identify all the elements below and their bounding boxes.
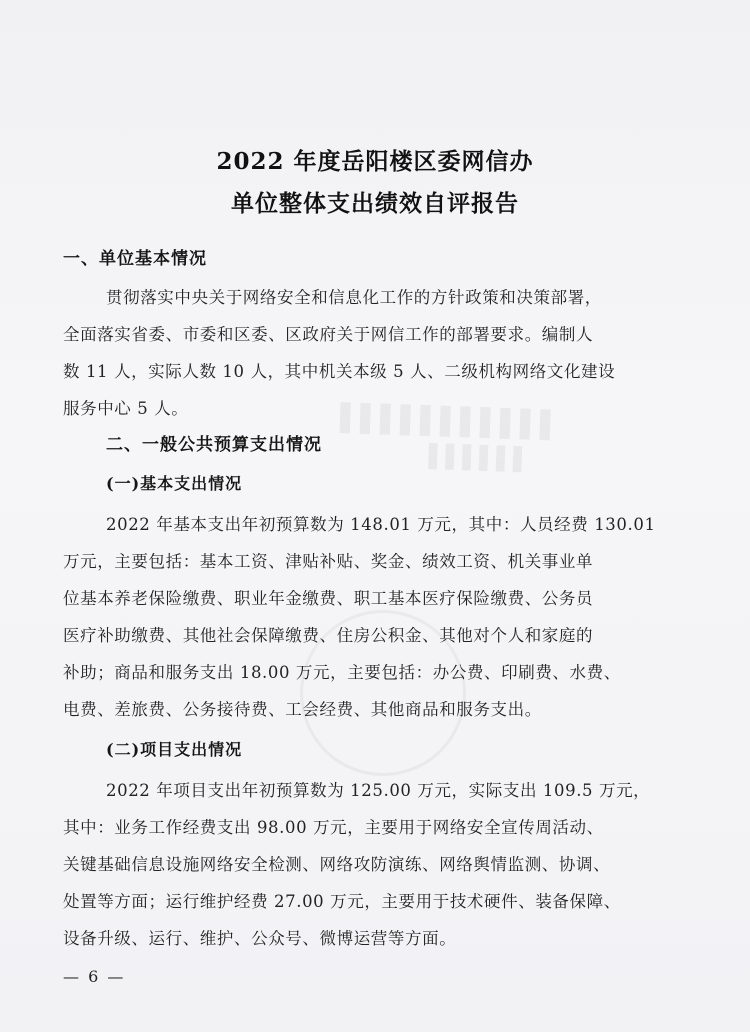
paragraph-line: 设备升级、运行、维护、公众号、微博运营等方面。 — [63, 929, 457, 948]
section-heading-public-budget: 二、一般公共预算支出情况 — [106, 435, 322, 455]
subsection-heading-project-expenditure: (二)项目支出情况 — [106, 740, 243, 759]
bleed-through-text: ▌▌▌▌▌▌▌▌▌▌▌ — [329, 403, 551, 441]
paragraph-line: 2022 年基本支出年初预算数为 148.01 万元，其中：人员经费 130.01 — [106, 515, 656, 534]
bleed-through-text: ▌▌▌▌▌▌ — [419, 443, 522, 473]
paragraph-line: 服务中心 5 人。 — [63, 399, 189, 418]
subsection-heading-basic-expenditure: (一)基本支出情况 — [106, 474, 243, 493]
paragraph-line: 万元，主要包括：基本工资、津贴补贴、奖金、绩效工资、机关事业单 — [63, 552, 594, 571]
paragraph-line: 医疗补助缴费、其他社会保障缴费、住房公积金、其他对个人和家庭的 — [63, 626, 594, 645]
paragraph-line: 处置等方面；运行维护经费 27.00 万元，主要用于技术硬件、装备保障、 — [63, 892, 621, 911]
section-heading-basic-info: 一、单位基本情况 — [63, 249, 207, 269]
page-number: — 6 — — [63, 967, 126, 986]
paragraph-line: 全面落实省委、市委和区委、区政府关于网信工作的部署要求。编制人 — [63, 325, 594, 344]
paragraph-line: 其中：业务工作经费支出 98.00 万元，主要用于网络安全宣传周活动、 — [63, 818, 604, 837]
paragraph-line: 电费、差旅费、公务接待费、工会经费、其他商品和服务支出。 — [63, 700, 542, 719]
document-title-line-1: 2022 年度岳阳楼区委网信办 — [216, 148, 534, 175]
paragraph-line: 位基本养老保险缴费、职业年金缴费、职工基本医疗保险缴费、公务员 — [63, 589, 594, 608]
paragraph-line: 数 11 人，实际人数 10 人，其中机关本级 5 人、二级机构网络文化建设 — [63, 362, 616, 381]
paragraph-line: 贯彻落实中央关于网络安全和信息化工作的方针政策和决策部署， — [106, 288, 602, 307]
paragraph-line: 2022 年项目支出年初预算数为 125.00 万元，实际支出 109.5 万元， — [106, 781, 651, 800]
paragraph-line: 关键基础信息设施网络安全检测、网络攻防演练、网络舆情监测、协调、 — [63, 855, 611, 874]
paragraph-line: 补助；商品和服务支出 18.00 万元，主要包括：办公费、印刷费、水费、 — [63, 663, 621, 682]
document-title-line-2: 单位整体支出绩效自评报告 — [231, 190, 519, 217]
